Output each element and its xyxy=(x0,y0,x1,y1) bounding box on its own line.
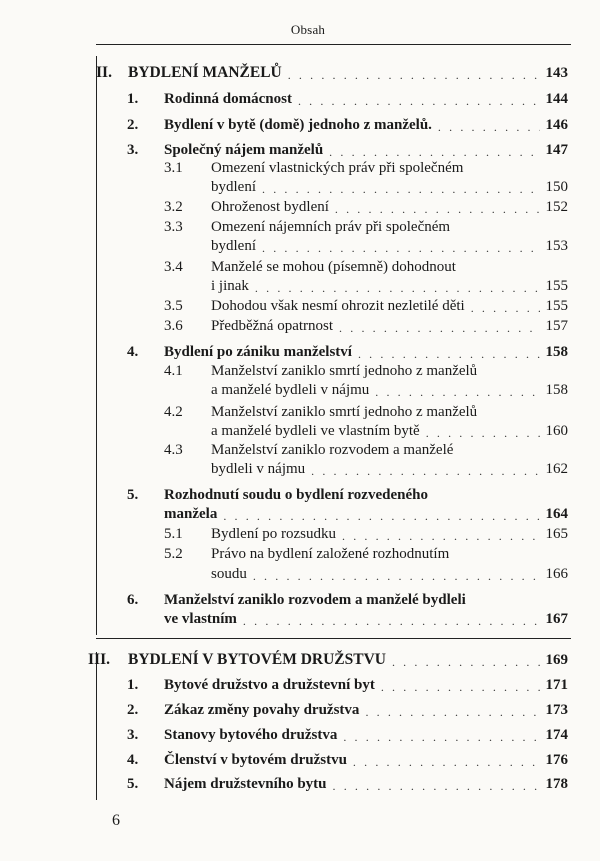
section-title-line[interactable]: Právo na bydlení založené rozhodnutím xyxy=(211,546,450,562)
page-ref: 158 xyxy=(545,382,568,398)
page-ref: 176 xyxy=(545,752,568,768)
part-separator-rule xyxy=(96,638,571,639)
section-title-line: i jinak xyxy=(211,278,249,294)
page-ref: 164 xyxy=(545,506,568,522)
dot-leader xyxy=(381,680,540,694)
page-ref: 178 xyxy=(545,776,568,792)
section-title-line: bydleli v nájmu xyxy=(211,461,306,477)
chapter-number: 1. xyxy=(127,91,139,107)
chapter-title: Rodinná domácnost xyxy=(164,91,292,107)
toc-chapter-iii-2[interactable] xyxy=(127,701,568,719)
page-ref: 169 xyxy=(545,652,568,668)
page-ref: 167 xyxy=(545,611,568,627)
dot-leader xyxy=(329,145,539,159)
dot-leader xyxy=(262,182,540,196)
toc-chapter-ii-4[interactable] xyxy=(127,343,568,361)
chapter-number: 3. xyxy=(127,727,139,743)
chapter-number: 5. xyxy=(127,487,139,503)
chapter-number: 3. xyxy=(127,142,139,158)
toc-chapter-iii-3[interactable] xyxy=(127,726,568,744)
toc-section-4-2[interactable] xyxy=(211,422,568,440)
dot-leader xyxy=(339,321,539,335)
section-title-line: Bydlení po rozsudku xyxy=(211,526,336,542)
dot-leader xyxy=(262,241,540,255)
chapter-number: 2. xyxy=(127,117,139,133)
dot-leader xyxy=(335,202,540,216)
chapter-title: Nájem družstevního bytu xyxy=(164,776,327,792)
dot-leader xyxy=(253,569,540,583)
dot-leader xyxy=(288,68,540,82)
toc-chapter-ii-2[interactable] xyxy=(127,116,568,134)
toc-section-5-2[interactable] xyxy=(211,565,568,583)
page-ref: 174 xyxy=(545,727,568,743)
chapter-title: Společný nájem manželů xyxy=(164,142,324,158)
page-ref: 171 xyxy=(545,677,568,693)
chapter-title-line: manžela xyxy=(164,506,218,522)
page-ref: 160 xyxy=(545,423,568,439)
toc-chapter-ii-5[interactable] xyxy=(164,505,568,523)
chapter-title: Zákaz změny povahy družstva xyxy=(164,702,360,718)
dot-leader xyxy=(365,705,539,719)
toc-section-3-3[interactable] xyxy=(211,237,568,255)
chapter-title-line[interactable]: Manželství zaniklo rozvodem a manželé bydleli xyxy=(164,592,466,608)
section-title-line: a manželé bydleli v nájmu xyxy=(211,382,370,398)
toc-chapter-ii-3[interactable] xyxy=(127,141,568,159)
page-ref: 146 xyxy=(545,117,568,133)
chapter-title: Bytové družstvo a družstevní byt xyxy=(164,677,375,693)
section-number: 3.6 xyxy=(164,318,183,334)
section-number: 3.4 xyxy=(164,259,183,275)
page-ref: 153 xyxy=(545,238,568,254)
dot-leader xyxy=(375,385,539,399)
dot-leader xyxy=(342,529,540,543)
page-ref: 150 xyxy=(545,179,568,195)
page-ref: 143 xyxy=(545,65,568,81)
chapter-number: 6. xyxy=(127,592,139,608)
section-number: 4.3 xyxy=(164,442,183,458)
toc-chapter-ii-6[interactable] xyxy=(164,610,568,628)
header-rule xyxy=(96,44,571,45)
toc-section-5-1[interactable] xyxy=(211,525,568,543)
section-title-line: bydlení xyxy=(211,179,256,195)
toc-section-3-1[interactable] xyxy=(211,178,568,196)
section-title-line: Předběžná opatrnost xyxy=(211,318,334,334)
page-ref: 165 xyxy=(545,526,568,542)
section-title-line[interactable]: Manželství zaniklo smrtí jednoho z manželů xyxy=(211,404,478,420)
dot-leader xyxy=(333,779,540,793)
chapter-title: Bydlení v bytě (domě) jednoho z manželů. xyxy=(164,117,432,133)
chapter-number: 5. xyxy=(127,776,139,792)
section-number: 4.2 xyxy=(164,404,183,420)
toc-section-4-1[interactable] xyxy=(211,381,568,399)
toc-chapter-iii-4[interactable] xyxy=(127,751,568,769)
chapter-title: Členství v bytovém družstvu xyxy=(164,752,347,768)
section-number: 3.5 xyxy=(164,298,183,314)
section-title-line[interactable]: Manželství zaniklo rozvodem a manželé xyxy=(211,442,454,458)
section-title-line[interactable]: Manželé se mohou (písemně) dohodnout xyxy=(211,259,456,275)
section-number: 4.1 xyxy=(164,363,183,379)
page-ref: 173 xyxy=(545,702,568,718)
toc-chapter-iii-5[interactable] xyxy=(127,775,568,793)
dot-leader xyxy=(223,509,539,523)
toc-section-3-4[interactable] xyxy=(211,277,568,295)
toc-section-4-3[interactable] xyxy=(211,460,568,478)
section-number: 3.2 xyxy=(164,199,183,215)
dot-leader xyxy=(426,426,540,440)
page-ref: 155 xyxy=(545,298,568,314)
section-number: 3.3 xyxy=(164,219,183,235)
dot-leader xyxy=(311,464,539,478)
page-ref: 158 xyxy=(545,344,568,360)
page-ref: 144 xyxy=(545,91,568,107)
dot-leader xyxy=(353,755,540,769)
part-number: II. xyxy=(96,64,112,81)
dot-leader xyxy=(438,120,540,134)
page-ref: 162 xyxy=(545,461,568,477)
section-title-line[interactable]: Omezení nájemních práv při společném xyxy=(211,219,451,235)
page-ref: 166 xyxy=(545,566,568,582)
margin-rule-2 xyxy=(96,652,97,800)
chapter-number: 2. xyxy=(127,702,139,718)
chapter-title-line: ve vlastním xyxy=(164,611,237,627)
toc-chapter-iii-1[interactable] xyxy=(127,676,568,694)
dot-leader xyxy=(255,281,540,295)
part-title: BYDLENÍ MANŽELŮ xyxy=(128,64,282,81)
section-title-line: a manželé bydleli ve vlastním bytě xyxy=(211,423,420,439)
toc-section-3-5[interactable] xyxy=(211,297,568,315)
page-ref: 157 xyxy=(545,318,568,334)
section-title-line[interactable]: Manželství zaniklo smrtí jednoho z manželů xyxy=(211,363,478,379)
section-number: 3.1 xyxy=(164,160,183,176)
chapter-number: 1. xyxy=(127,677,139,693)
section-title-line: Dohodou však nesmí ohrozit nezletilé děti xyxy=(211,298,465,314)
section-title-line: soudu xyxy=(211,566,247,582)
section-number: 5.1 xyxy=(164,526,183,542)
running-header: Obsah xyxy=(290,22,326,37)
dot-leader xyxy=(243,614,540,628)
toc-section-3-2[interactable] xyxy=(211,198,568,216)
part-number: III. xyxy=(88,651,110,668)
toc-part-iii[interactable] xyxy=(88,651,568,669)
page-number: 6 xyxy=(112,812,120,829)
section-title-line: bydlení xyxy=(211,238,256,254)
page-ref: 147 xyxy=(545,142,568,158)
chapter-title-line[interactable]: Rozhodnutí soudu o bydlení rozvedeného xyxy=(164,487,428,503)
chapter-title: Stanovy bytového družstva xyxy=(164,727,338,743)
dot-leader xyxy=(343,730,539,744)
dot-leader xyxy=(392,655,540,669)
chapter-title: Bydlení po zániku manželství xyxy=(164,344,352,360)
section-title-line[interactable]: Omezení vlastnických práv při společném xyxy=(211,160,464,176)
section-number: 5.2 xyxy=(164,546,183,562)
dot-leader xyxy=(358,347,540,361)
chapter-number: 4. xyxy=(127,752,139,768)
part-title: BYDLENÍ V BYTOVÉM DRUŽSTVU xyxy=(128,651,386,668)
page-ref: 152 xyxy=(545,199,568,215)
toc-section-3-6[interactable] xyxy=(211,317,568,335)
toc-chapter-ii-1[interactable] xyxy=(127,90,568,108)
chapter-number: 4. xyxy=(127,344,139,360)
toc-part-ii[interactable] xyxy=(88,64,568,82)
section-title-line: Ohroženost bydlení xyxy=(211,199,329,215)
dot-leader xyxy=(298,94,540,108)
margin-rule xyxy=(96,56,97,635)
dot-leader xyxy=(471,301,540,315)
page-ref: 155 xyxy=(545,278,568,294)
